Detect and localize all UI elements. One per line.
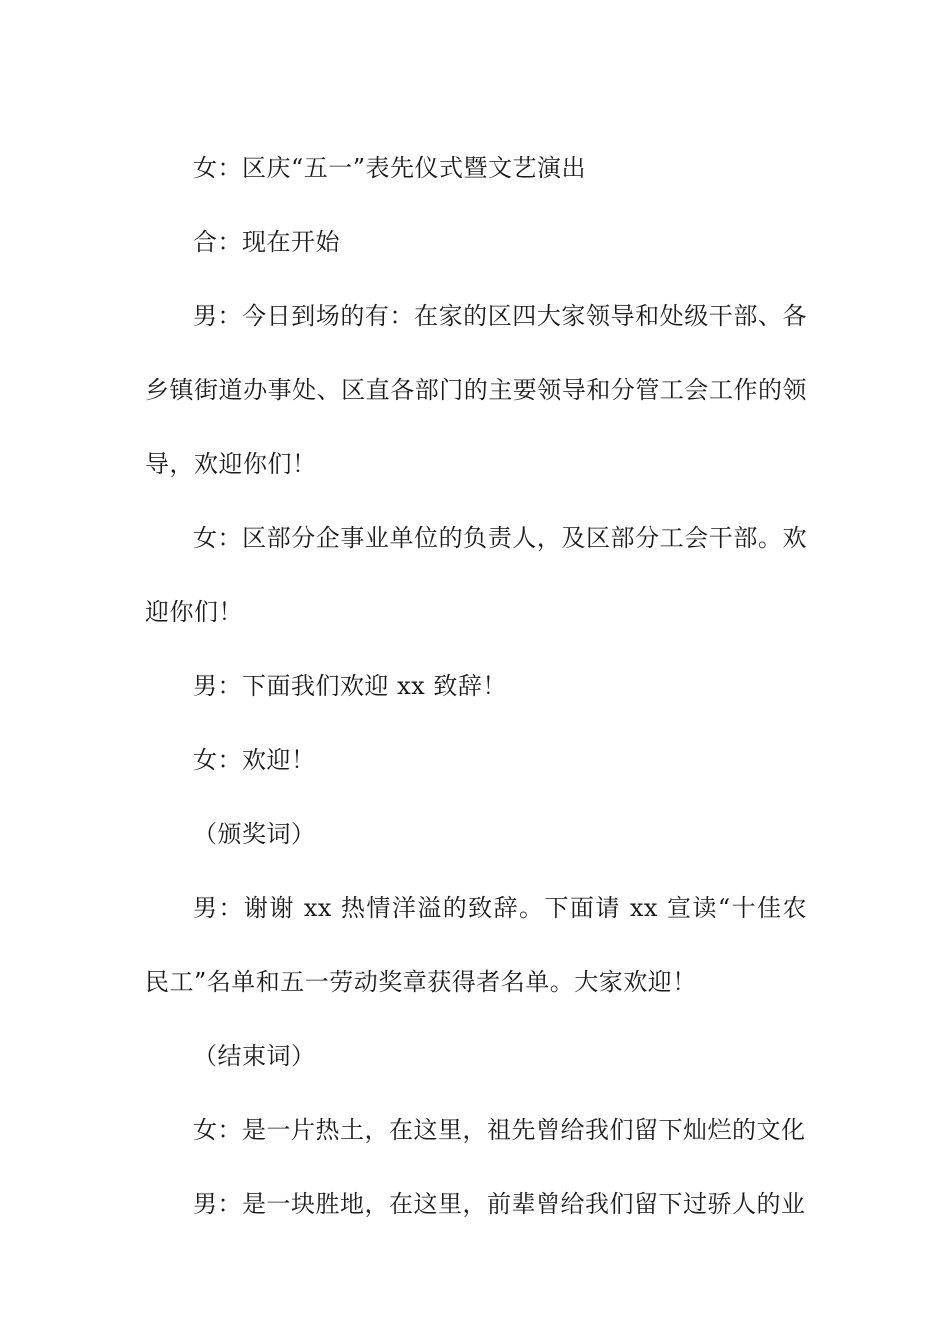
paragraph-male-closing: 男：是一块胜地，在这里，前辈曾给我们留下过骄人的业 xyxy=(193,1190,806,1218)
section-heading-closing: （结束词） xyxy=(193,1042,316,1070)
paragraph-female-applause: 女：欢迎！ xyxy=(193,746,316,774)
paragraph-male-award-list: 男：谢谢 xx 热情洋溢的致辞。下面请 xx 宣读“十佳农民工”名单和五一劳动奖章获得者名单。大家欢迎！ xyxy=(145,894,807,996)
document-body xyxy=(145,131,807,1241)
paragraph-female-welcome: 女：区部分企事业单位的负责人，及区部分工会干部。欢迎你们！ xyxy=(145,524,807,626)
paragraph-male-speech-intro: 男：下面我们欢迎 xx 致辞！ xyxy=(193,672,507,700)
paragraph-together-start: 合：现在开始 xyxy=(193,228,340,256)
paragraph-female-title: 女：区庆“五一”表先仪式暨文艺演出 xyxy=(193,154,587,182)
paragraph-male-attendees: 男：今日到场的有：在家的区四大家领导和处级干部、各乡镇街道办事处、区直各部门的主要领导和分管工会工作的领导，欢迎你们！ xyxy=(145,302,807,478)
section-heading-award-speech: （颁奖词） xyxy=(193,820,316,848)
paragraph-female-closing: 女：是一片热土，在这里，祖先曾给我们留下灿烂的文化 xyxy=(193,1116,806,1144)
